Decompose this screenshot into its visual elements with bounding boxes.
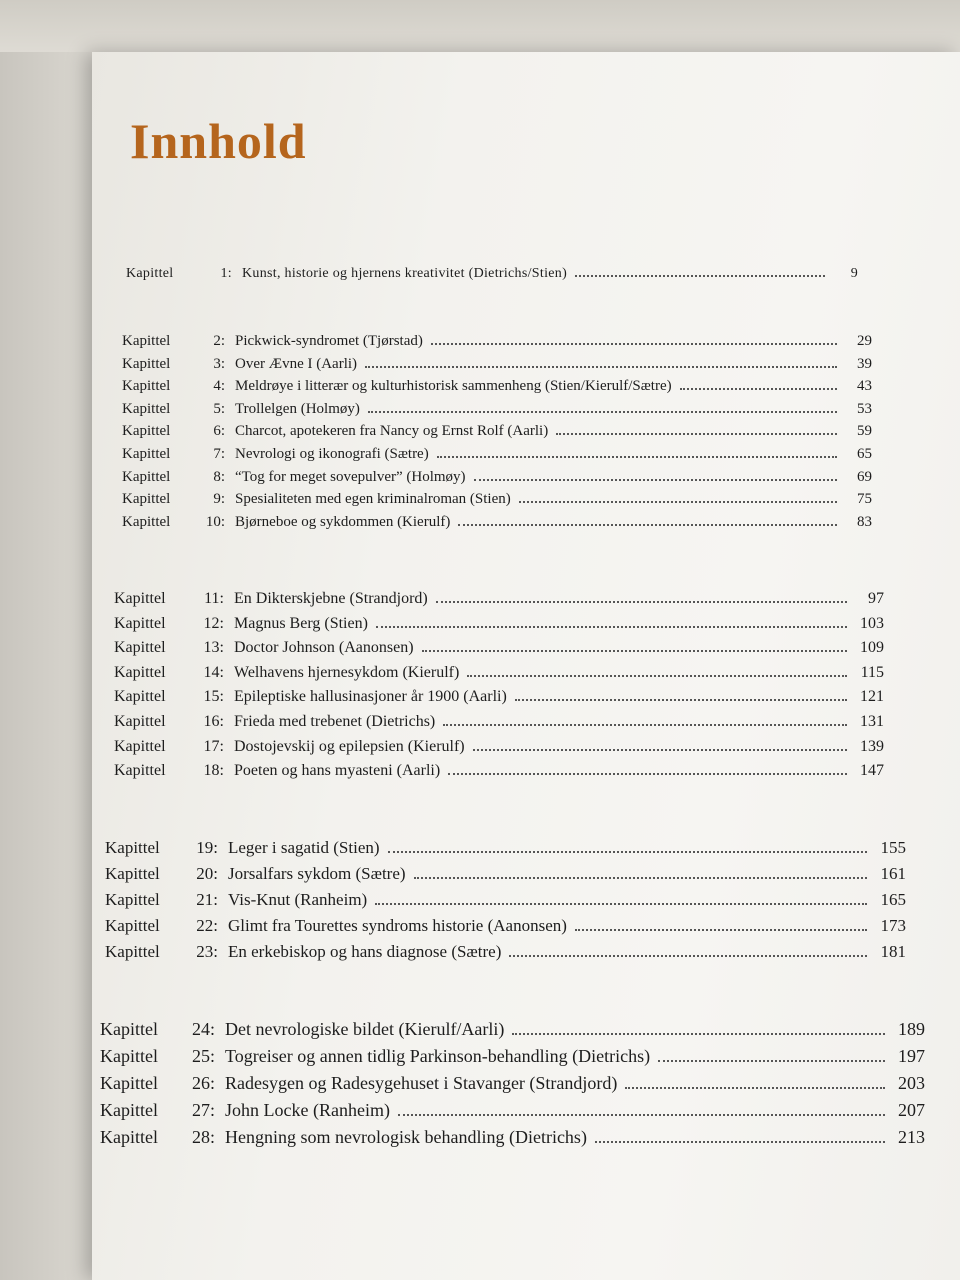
toc-entry[interactable] xyxy=(114,713,884,731)
page-number: 43 xyxy=(857,378,872,395)
chapter-label: Kapittel xyxy=(105,864,160,883)
chapter-label: Kapittel xyxy=(114,688,166,706)
chapter-title: Glimt fra Tourettes syndroms historie (Aanonsen) xyxy=(228,916,567,935)
chapter-label: Kapittel xyxy=(122,468,171,485)
dot-leader xyxy=(625,1087,884,1089)
page-number: 131 xyxy=(860,713,884,730)
toc-entry[interactable] xyxy=(122,333,872,350)
dot-leader xyxy=(575,275,825,277)
page-number: 197 xyxy=(898,1046,925,1066)
page-number: 75 xyxy=(857,491,872,508)
chapter-label: Kapittel xyxy=(126,266,174,281)
toc-entry[interactable] xyxy=(100,1073,925,1094)
dot-leader xyxy=(448,773,847,775)
chapter-label: Kapittel xyxy=(114,614,166,632)
page-number: 29 xyxy=(857,333,872,349)
page-number: 9 xyxy=(850,266,858,281)
chapter-label: Kapittel xyxy=(100,1019,158,1039)
background-top xyxy=(0,0,960,52)
dot-leader xyxy=(509,955,867,957)
dot-leader xyxy=(512,1033,884,1035)
chapter-title: Epileptiske hallusinasjoner år 1900 (Aarli) xyxy=(234,688,507,706)
page-number: 139 xyxy=(860,737,884,755)
toc-entry[interactable] xyxy=(114,664,884,682)
chapter-title: “Tog for meget sovepulver” (Holmøy) xyxy=(235,468,466,485)
chapter-number: 1: xyxy=(220,266,232,281)
dot-leader xyxy=(575,929,868,931)
chapter-number: 24: xyxy=(191,1019,215,1039)
page-number: 181 xyxy=(880,942,906,961)
dot-leader xyxy=(443,724,847,726)
chapter-number: 6: xyxy=(213,423,225,440)
chapter-label: Kapittel xyxy=(122,400,171,417)
chapter-label: Kapittel xyxy=(122,513,171,530)
chapter-number: 13: xyxy=(203,639,224,657)
toc-entry[interactable] xyxy=(105,864,906,884)
chapter-title: Frieda med trebenet (Dietrichs) xyxy=(234,713,436,730)
chapter-label: Kapittel xyxy=(100,1127,158,1147)
page-number: 207 xyxy=(898,1100,925,1120)
page-number: 161 xyxy=(880,864,906,883)
chapter-title: Spesialiteten med egen kriminalroman (Stien) xyxy=(235,491,511,508)
chapter-title: Bjørneboe og sykdommen (Kierulf) xyxy=(235,513,451,530)
chapter-title: Magnus Berg (Stien) xyxy=(234,614,368,632)
page-title: Innhold xyxy=(130,113,307,169)
chapter-title: Vis-Knut (Ranheim) xyxy=(228,890,368,909)
chapter-title: Welhavens hjernesykdom (Kierulf) xyxy=(234,663,460,681)
chapter-number: 14: xyxy=(203,663,224,681)
toc-entry[interactable] xyxy=(122,423,872,440)
chapter-number: 19: xyxy=(196,838,218,857)
chapter-title: Doctor Johnson (Aanonsen) xyxy=(234,639,414,657)
chapter-label: Kapittel xyxy=(122,333,171,349)
page-number: 103 xyxy=(860,614,884,632)
chapter-number: 12: xyxy=(203,614,224,632)
chapter-label: Kapittel xyxy=(114,713,166,730)
chapter-title: Trollelgen (Holmøy) xyxy=(235,400,360,417)
chapter-number: 22: xyxy=(196,916,218,935)
chapter-number: 8: xyxy=(213,468,225,485)
page-number: 53 xyxy=(857,400,872,417)
chapter-title: En erkebiskop og hans diagnose (Sætre) xyxy=(228,942,502,961)
chapter-label: Kapittel xyxy=(105,916,160,935)
dot-leader xyxy=(658,1060,884,1062)
toc-entry[interactable] xyxy=(122,514,872,531)
chapter-number: 9: xyxy=(213,491,225,508)
dot-leader xyxy=(519,501,837,503)
toc-entry[interactable] xyxy=(105,838,906,858)
chapter-label: Kapittel xyxy=(114,663,166,681)
chapter-title: Poeten og hans myasteni (Aarli) xyxy=(234,762,441,780)
toc-entry[interactable] xyxy=(122,446,872,463)
chapter-label: Kapittel xyxy=(114,590,166,607)
page-number: 155 xyxy=(880,838,906,857)
dot-leader xyxy=(458,524,837,526)
page-number: 213 xyxy=(898,1127,925,1147)
dot-leader xyxy=(556,433,837,435)
toc-entry[interactable] xyxy=(105,890,906,910)
chapter-number: 11: xyxy=(204,590,224,607)
page-number: 65 xyxy=(857,446,872,462)
chapter-title: Radesygen og Radesygehuset i Stavanger (Strandjord) xyxy=(225,1073,618,1093)
chapter-number: 21: xyxy=(196,890,218,909)
dot-leader xyxy=(414,877,868,879)
chapter-number: 7: xyxy=(213,446,225,462)
page-number: 165 xyxy=(880,890,906,909)
dot-leader xyxy=(473,749,848,751)
page-number: 173 xyxy=(880,916,906,935)
toc-entry[interactable] xyxy=(100,1019,925,1040)
chapter-number: 2: xyxy=(213,333,225,349)
dot-leader xyxy=(515,699,847,701)
page-number: 203 xyxy=(898,1073,925,1093)
toc-entry[interactable] xyxy=(100,1100,925,1121)
dot-leader xyxy=(398,1114,885,1116)
page-number: 83 xyxy=(857,513,872,530)
chapter-label: Kapittel xyxy=(105,838,160,857)
chapter-title: Kunst, historie og hjernens kreativitet (Dietrichs/Stien) xyxy=(242,266,568,281)
chapter-number: 5: xyxy=(213,400,225,417)
toc-entry[interactable] xyxy=(100,1127,925,1148)
toc-entry[interactable] xyxy=(114,590,884,608)
chapter-label: Kapittel xyxy=(100,1100,158,1120)
chapter-title: Nevrologi og ikonografi (Sætre) xyxy=(235,446,429,462)
chapter-label: Kapittel xyxy=(122,355,171,372)
toc-entry[interactable] xyxy=(114,688,884,706)
toc-entry[interactable] xyxy=(114,639,884,657)
chapter-label: Kapittel xyxy=(122,446,171,462)
chapter-number: 17: xyxy=(203,737,224,755)
chapter-number: 25: xyxy=(191,1046,215,1066)
dot-leader xyxy=(388,851,868,853)
dot-leader xyxy=(467,675,847,677)
toc-entry[interactable] xyxy=(114,738,884,756)
chapter-title: Leger i sagatid (Stien) xyxy=(228,838,380,857)
chapter-label: Kapittel xyxy=(100,1073,158,1093)
chapter-title: Togreiser og annen tidlig Parkinson-behandling (Dietrichs) xyxy=(225,1046,651,1066)
page-number: 189 xyxy=(898,1019,925,1039)
toc-entry[interactable] xyxy=(122,378,872,395)
dot-leader xyxy=(422,650,848,652)
chapter-title: Pickwick-syndromet (Tjørstad) xyxy=(235,333,423,349)
chapter-label: Kapittel xyxy=(114,737,166,755)
chapter-label: Kapittel xyxy=(122,378,171,395)
chapter-number: 18: xyxy=(203,762,224,780)
page-number: 69 xyxy=(857,468,872,485)
dot-leader xyxy=(680,388,837,390)
toc-entry[interactable] xyxy=(114,762,884,780)
chapter-number: 23: xyxy=(196,942,218,961)
chapter-label: Kapittel xyxy=(100,1046,158,1066)
page-number: 59 xyxy=(857,423,872,440)
dot-leader xyxy=(474,479,837,481)
chapter-title: Over Ævne I (Aarli) xyxy=(235,355,358,372)
chapter-title: John Locke (Ranheim) xyxy=(225,1100,390,1120)
page-number: 121 xyxy=(860,688,884,706)
chapter-title: Hengning som nevrologisk behandling (Dietrichs) xyxy=(225,1127,587,1147)
page-number: 109 xyxy=(860,639,884,657)
dot-leader xyxy=(436,601,847,603)
chapter-title: Det nevrologiske bildet (Kierulf/Aarli) xyxy=(225,1019,505,1039)
dot-leader xyxy=(595,1141,885,1143)
toc-entry[interactable] xyxy=(122,469,872,486)
chapter-number: 28: xyxy=(191,1127,215,1147)
page-number: 97 xyxy=(868,590,884,607)
dot-leader xyxy=(368,411,837,413)
chapter-label: Kapittel xyxy=(122,423,171,440)
dot-leader xyxy=(431,343,837,345)
chapter-title: Dostojevskij og epilepsien (Kierulf) xyxy=(234,737,465,755)
chapter-number: 10: xyxy=(205,513,225,530)
chapter-title: En Dikterskjebne (Strandjord) xyxy=(234,590,428,607)
chapter-title: Meldrøye i litterær og kulturhistorisk sammenheng (Stien/Kierulf/Sætre) xyxy=(235,378,672,395)
dot-leader xyxy=(365,366,837,368)
chapter-label: Kapittel xyxy=(122,491,171,508)
chapter-number: 16: xyxy=(203,713,224,730)
toc-entry[interactable] xyxy=(126,266,858,282)
toc-entry[interactable] xyxy=(122,356,872,373)
chapter-label: Kapittel xyxy=(114,639,166,657)
dot-leader xyxy=(375,903,867,905)
toc-entry[interactable] xyxy=(105,916,906,936)
chapter-number: 15: xyxy=(203,688,224,706)
chapter-number: 20: xyxy=(196,864,218,883)
page-number: 39 xyxy=(857,355,872,372)
chapter-title: Jorsalfars sykdom (Sætre) xyxy=(228,864,406,883)
toc-entry[interactable] xyxy=(122,491,872,508)
toc-entry[interactable] xyxy=(100,1046,925,1067)
toc-entry[interactable] xyxy=(114,615,884,633)
dot-leader xyxy=(437,456,837,458)
toc-entry[interactable] xyxy=(105,942,906,962)
chapter-title: Charcot, apotekeren fra Nancy og Ernst Rolf (Aarli) xyxy=(235,423,549,440)
chapter-label: Kapittel xyxy=(105,942,160,961)
chapter-label: Kapittel xyxy=(105,890,160,909)
chapter-number: 3: xyxy=(213,355,225,372)
page-number: 115 xyxy=(860,663,884,681)
background-left xyxy=(0,52,92,1280)
dot-leader xyxy=(376,626,847,628)
chapter-number: 4: xyxy=(213,378,225,395)
chapter-label: Kapittel xyxy=(114,762,166,780)
page-number: 147 xyxy=(860,762,884,780)
toc-entry[interactable] xyxy=(122,401,872,418)
chapter-number: 27: xyxy=(191,1100,215,1120)
chapter-number: 26: xyxy=(191,1073,215,1093)
